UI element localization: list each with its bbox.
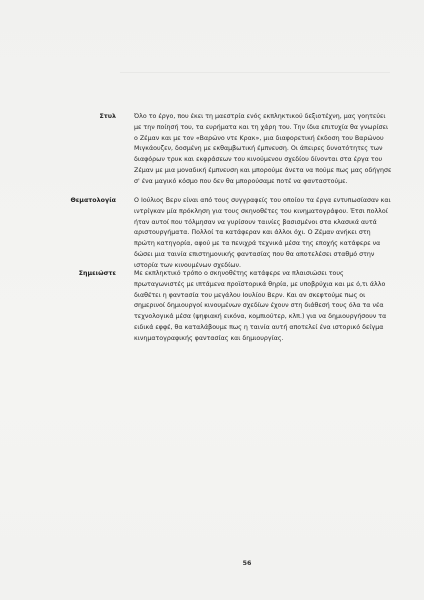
show-through-heading-left (278, 46, 340, 64)
section-label-themes: Θεματολογία (70, 197, 116, 204)
section-label-style: Στυλ (99, 113, 116, 120)
section-label-notes: Σημειώστε (78, 270, 116, 277)
section-text-themes: Ο Ιούλιος Βερν είναι από τους συγγραφείς του οποίου τα έργα εντυπωσίασαν και ιντρίγκαν μία πρόκληση για τους σκηνοθέτες του κινηματογράφου. Έτσι πολλοί ήταν αυτοί που τόλμησαν να γυρίσουν ταινίες βασισμένοι στα κλασικά αυτά αριστουργήματα. Πολλοί τα κατάφεραν και άλλοι όχι. Ο Ζέμαν ανήκει στη πρώτη κατηγορία, αφού με τα πενιχρά τεχνικά μέσα της εποχής κατάφερε να δώσει μια ταινία επιστημονικής φαντασίας που θα αποτελέσει σταθμό στην ιστορία των κινουμένων σχεδίων. (134, 197, 391, 269)
section-text-style: Όλο το έργο, που έκει τη μαεστρία ενός εκπληκτικού δεξιοτέχνη, μας γοητεύει με την ποίησή του, τα ευρήματα και τη χάρη του. Την ίδια επιτυχία θα γνωρίσει ο Ζέμαν και με τον «Βαρώνο ντε Κρακ», μια διαφορετική έκδοση του Βαρώνου Μιγκάουζεν, δοσμένη με εκθαμβωτική έμπνευση. Οι άπειρες δυνατότητες των διαφόρων τρυκ και εκφράσεων του κινούμενου σχεδίου δίνονται στα έργα του Ζέμαν με μια μοναδική έμπνευση και μπορούμε άνετα να πούμε πως μας οδήγησε σ' ένα μαγικό κόσμο που δεν θα μπορούσαμε ποτέ να φανταστούμε. (134, 113, 392, 185)
show-through-rule (120, 72, 390, 73)
section-text-notes: Με εκπληκτικό τρόπο ο σκηνοθέτης κατάφερε να πλαισιώσει τους πρωταγωνιστές με ιπτάμενα προϊστορικά θηρία, με υποβρύχια και με ό,τι άλλο διαθέτει η φαντασία του μεγάλου Ιουλίου Βερν. Και αν σκεφτούμε πως οι σημερινοί δημιουργοί κινουμένων σχεδίων έχουν στη διάθεσή τους όλα τα νέα τεχνολογικά μέσα (ψηφιακή εικόνα, κομπιούτερ, κλπ.) για να δημιουργήσουν τα ειδικά εφφέ, θα καταλάβουμε πως η ταινία αυτή αποτελεί ένα ιστορικό δείγμα κινηματογραφικής φαντασίας και δημιουργίας. (134, 270, 387, 342)
show-through-heading-right (340, 46, 386, 64)
page-number: 56 (242, 560, 252, 567)
